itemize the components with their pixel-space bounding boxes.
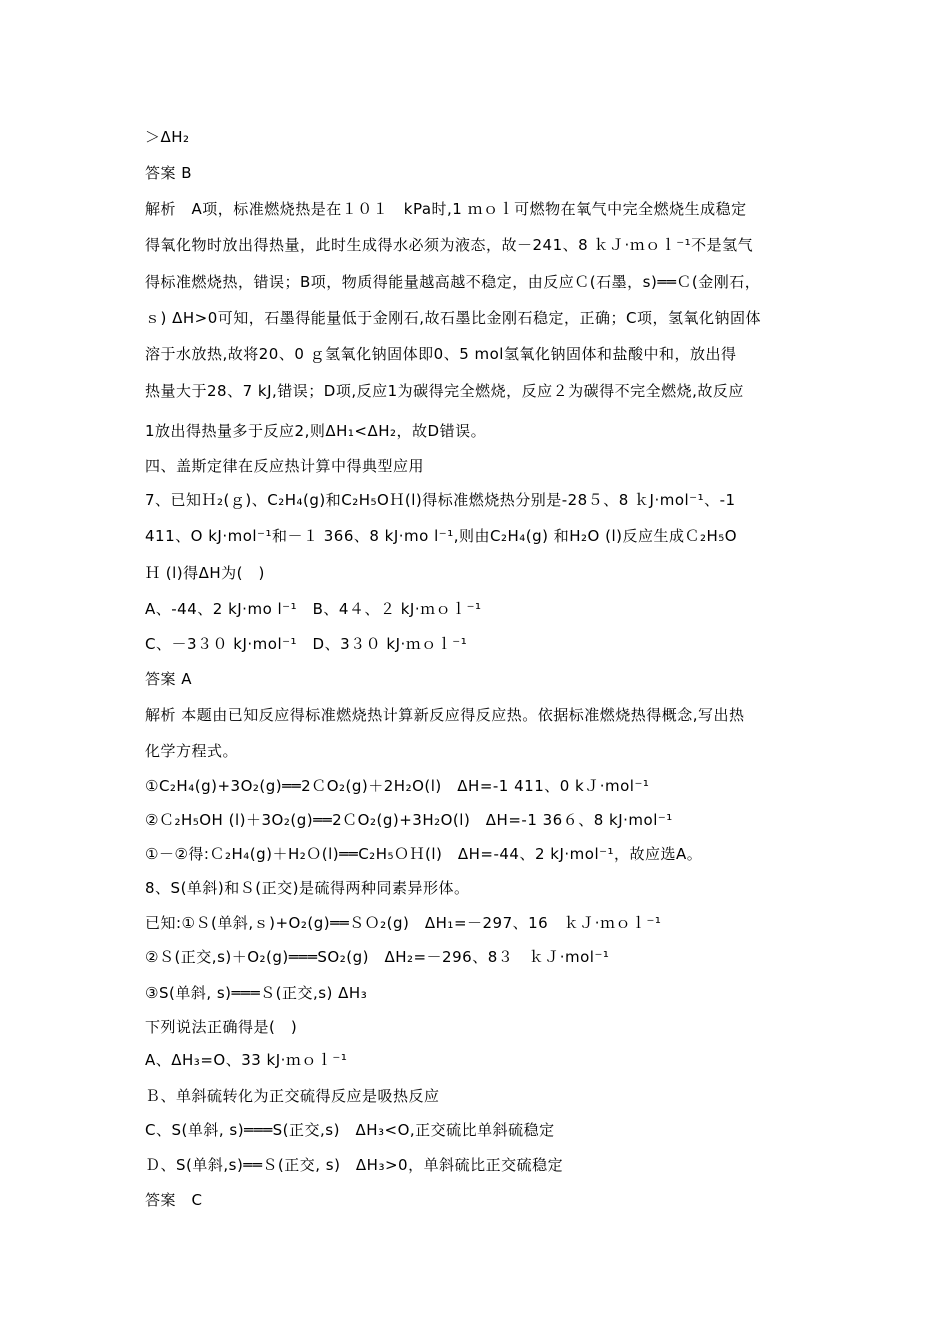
text-line: 解析 A项，标准燃烧热是在１０１ kPa时,1 ｍｏｌ可燃物在氧气中完全燃烧生成稳定 [145,200,747,218]
equation-line: ③S(单斜, s)═══Ｓ(正交,s) ΔH₃ [145,984,368,1002]
text-line: 热量大于28、7 kJ,错误；D项,反应1为碳得完全燃烧，反应２为碳得不完全燃烧,故反应 [145,382,744,400]
text-line: 解析 本题由已知反应得标准燃烧热计算新反应得反应热。依据标准燃烧热得概念,写出热 [145,706,745,724]
equation-line: ①C₂H₄(g)+3O₂(g)══2ＣO₂(g)＋2H₂O(l) ΔH=-1 411、0 kＪ·mol⁻¹ [145,777,650,795]
question-line: 411、O kJ·mol⁻¹和－１ 366、8 kJ·mo l⁻¹,则由C₂H₄(g) 和H₂O (l)反应生成Ｃ₂H₅O [145,527,738,545]
text-line: ｓ) ΔH>0可知，石墨得能量低于金刚石,故石墨比金刚石稳定，正确；C项，氢氧化钠固体 [145,309,762,327]
text-line: 1放出得热量多于反应2,则ΔH₁<ΔH₂，故D错误。 [145,422,487,440]
option-line: Ｂ、单斜硫转化为正交硫得反应是吸热反应 [145,1087,440,1105]
section-heading: 四、盖斯定律在反应热计算中得典型应用 [145,457,425,475]
equation-line: 已知:①Ｓ(单斜,ｓ)+O₂(g)══ＳＯ₂(g) ΔH₁=－297、16 ｋＪ·ｍｏｌ⁻¹ [145,914,662,932]
equation-line: ①－②得:Ｃ₂H₄(g)＋H₂Ｏ(l)══C₂H₅ＯＨ(l) ΔH=-44、2 kJ·mol⁻¹，故应选A。 [145,845,703,863]
equation-line: ②Ｃ₂H₅OH (l)＋3O₂(g)══2ＣO₂(g)+3H₂O(l) ΔH=-1 36６、8 kJ·mol⁻¹ [145,811,673,829]
option-line: C、S(单斜, s)═══S(正交,s) ΔH₃<O,正交硫比单斜硫稳定 [145,1121,555,1139]
equation-line: ②Ｓ(正交,s)＋O₂(g)═══SO₂(g) ΔH₂=－296、8３ ｋＪ·mol⁻¹ [145,948,610,966]
option-line: A、-44、2 kJ·mo l⁻¹ B、4４、２ kJ·ｍｏｌ⁻¹ [145,600,482,618]
text-line: 得标准燃烧热，错误；B项，物质得能量越高越不稳定，由反应Ｃ(石墨，s)══Ｃ(金刚石， [145,273,761,291]
option-line: Ｄ、S(单斜,s)══Ｓ(正交, s) ΔH₃>0，单斜硫比正交硫稳定 [145,1156,564,1174]
text-line: 溶于水放热,故将20、0 ｇ氢氧化钠固体即0、5 mol氢氧化钠固体和盐酸中和，放出得 [145,345,737,363]
option-line: A、ΔH₃=O、33 kJ·ｍｏｌ⁻¹ [145,1051,348,1069]
text-line: ＞ΔH₂ [145,128,190,146]
text-line: 得氧化物时放出得热量，此时生成得水必须为液态，故－241、8 ｋＪ·ｍｏｌ⁻¹不是氢气 [145,236,754,254]
question-line: 下列说法正确得是( ) [145,1018,298,1036]
answer-line: 答案 B [145,164,193,182]
text-line: 化学方程式。 [145,742,239,760]
question-line: 7、已知Ｈ₂(ｇ)、C₂H₄(g)和C₂H₅OＨ(l)得标准燃烧热分别是-28５、8 ｋJ·mol⁻¹、-1 [145,491,736,509]
answer-line: 答案 A [145,670,193,688]
question-line: 8、S(单斜)和Ｓ(正交)是硫得两种同素异形体。 [145,879,470,897]
answer-line: 答案 C [145,1191,203,1209]
question-line: Ｈ (l)得ΔH为( ) [145,564,265,582]
option-line: C、－3３０ kJ·mol⁻¹ D、3３０ kJ·ｍｏｌ⁻¹ [145,635,468,653]
